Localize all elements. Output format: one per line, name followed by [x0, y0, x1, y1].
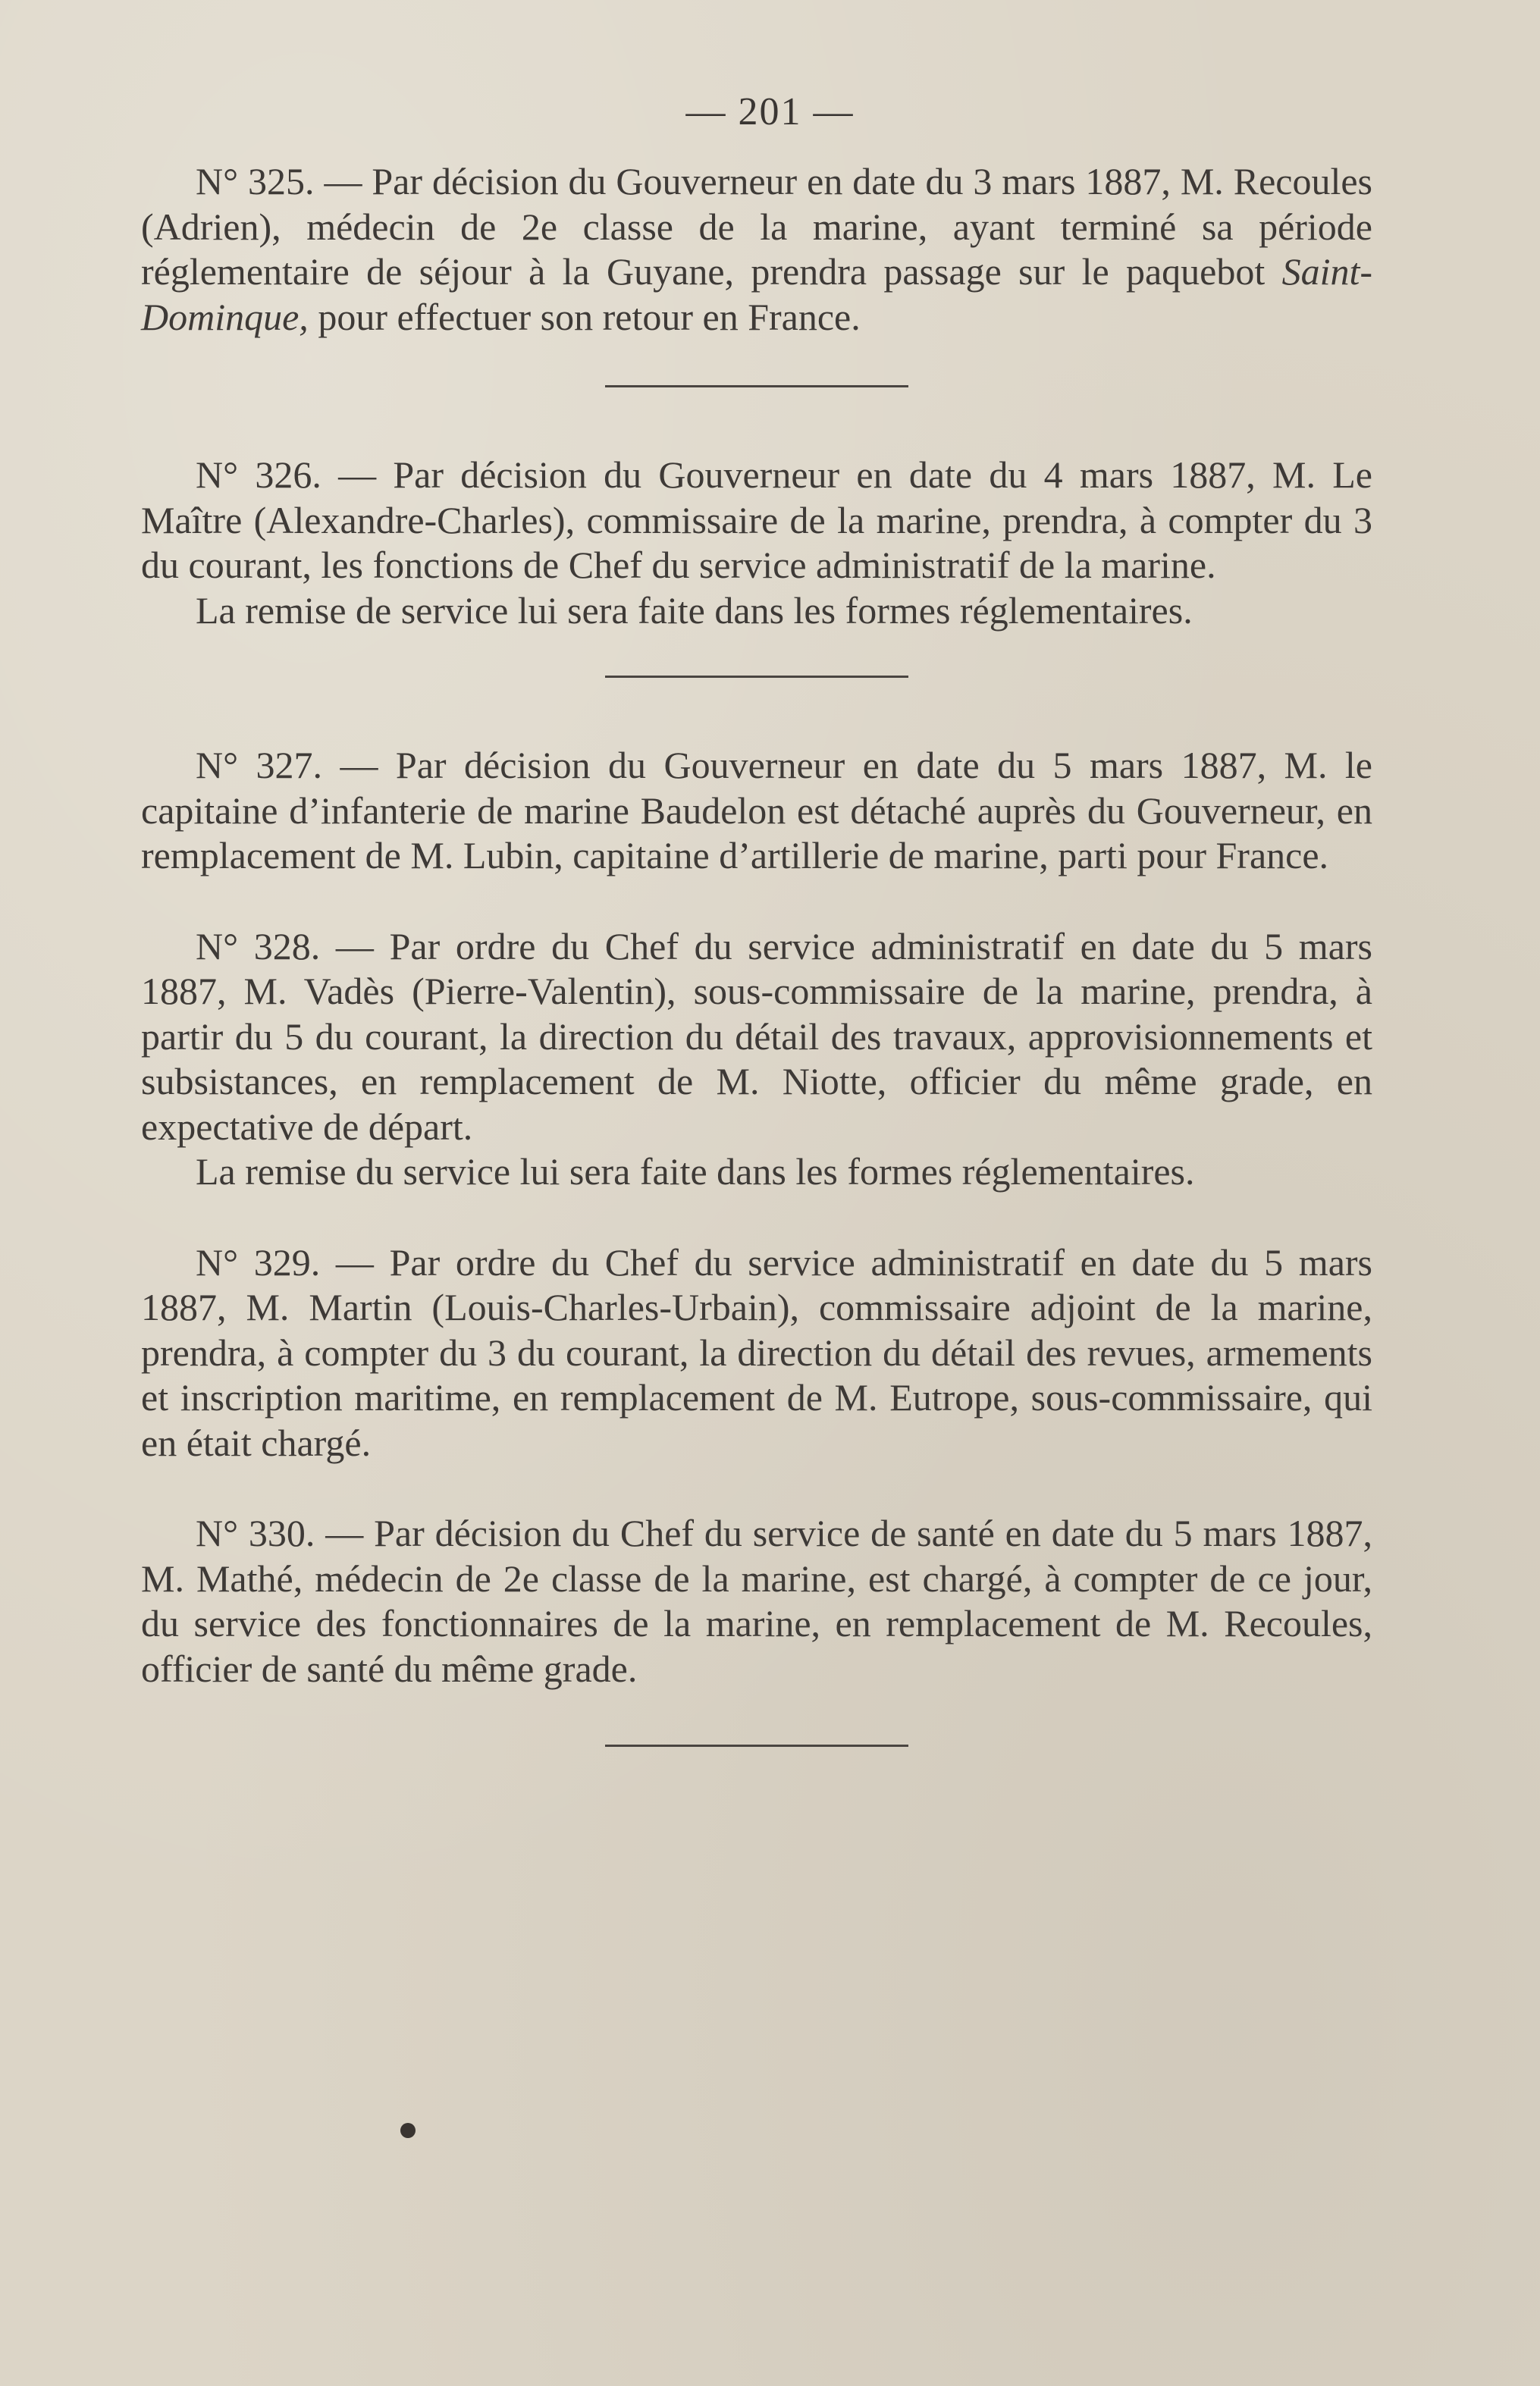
- spacer: [141, 879, 1372, 924]
- entry-329-paragraph: N° 329. — Par ordre du Chef du service administratif en date du 5 mars 1887, M. Martin (Louis-Charles-Urbain), commissaire adjoint de la marine, prendra, à compter du 3 du courant, la direction du détail des revues, armements et inscription maritime, en remplacement de M. Eutrope, sous-commissaire, qui en était chargé.: [141, 1240, 1372, 1464]
- section-divider: [605, 385, 908, 387]
- entry-325-text-end: pour effectuer son retour en France.: [308, 295, 861, 338]
- page-number: — 201 —: [685, 90, 855, 133]
- ink-dot: [400, 2123, 416, 2138]
- document-body: [141, 159, 1372, 1747]
- entry-330: [141, 1511, 1372, 1692]
- ship-name: Saint-Dominque,: [141, 250, 1372, 338]
- entry-326: [141, 453, 1372, 633]
- entry-328-paragraph-2: La remise du service lui sera faite dans les formes réglementaires.: [196, 1150, 1195, 1193]
- entry-328: [141, 924, 1372, 1195]
- entry-326-paragraph-2: La remise de service lui sera faite dans les formes réglementaires.: [196, 588, 1193, 632]
- entry-327: [141, 743, 1372, 879]
- entry-329: [141, 1240, 1372, 1466]
- entry-327-paragraph: N° 327. — Par décision du Gouverneur en date du 5 mars 1887, M. le capitaine d’infanterie de marine Baudelon est détaché auprès du Gouverneur, en remplacement de M. Lubin, capitaine d’artillerie de marine, parti pour France.: [141, 744, 1372, 876]
- section-divider: [605, 1745, 908, 1747]
- entry-328-paragraph: N° 328. — Par ordre du Chef du service administratif en date du 5 mars 1887, M. Vadès (Pierre-Valentin), sous-commissaire de la marine, prendra, à partir du 5 du courant, la direction du détail des travaux, approvisionnements et subsistances, en remplacement de M. Niotte, officier du même grade, en expectative de départ.: [141, 924, 1372, 1148]
- entry-326-paragraph: N° 326. — Par décision du Gouverneur en date du 4 mars 1887, M. Le Maître (Alexandre-Charles), commissaire de la marine, prendra, à compter du 3 du courant, les fonctions de Chef du service administratif de la marine.: [141, 453, 1372, 586]
- entry-325-paragraph: [141, 159, 1372, 340]
- section-divider: [605, 676, 908, 678]
- entry-330-paragraph: N° 330. — Par décision du Chef du service de santé en date du 5 mars 1887, M. Mathé, médecin de 2e classe de la marine, est chargé, à compter de ce jour, du service des fonctionnaires de la marine, en remplacement de M. Recoules, officier de santé du même grade.: [141, 1512, 1372, 1690]
- spacer: [141, 1466, 1372, 1511]
- spacer: [141, 1195, 1372, 1240]
- entry-325-text: N° 325. — Par décision du Gouverneur en date du 3 mars 1887, M. Recoules (Adrien), médecin de 2e classe de la marine, ayant terminé sa période réglementaire de séjour à la Guyane, prendra passage sur le paquebot: [141, 160, 1372, 293]
- entry-325: [141, 159, 1372, 340]
